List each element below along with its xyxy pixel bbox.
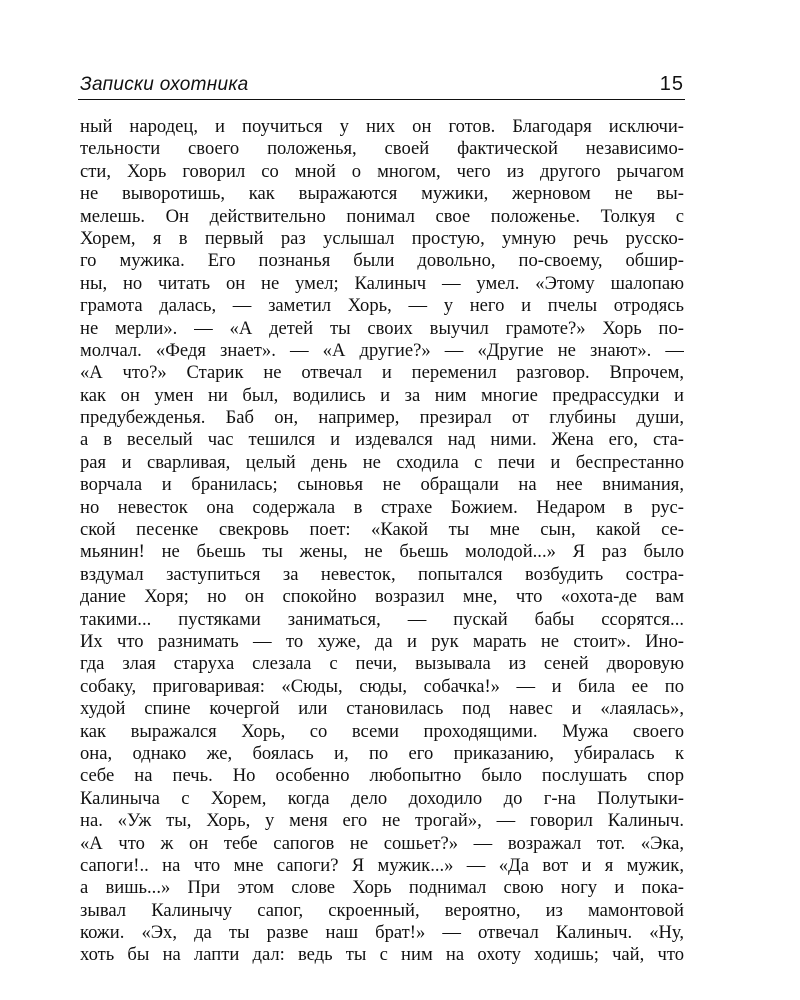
text-line: сти, Хорь говорил со мной о многом, чего из другого рычагом — [80, 160, 684, 182]
running-header — [80, 72, 684, 100]
text-line: такими... пустяками заниматься, — пускай бабы ссорятся... — [80, 608, 684, 630]
text-line: но невесток она содержала в страхе Божием. Недаром в рус- — [80, 496, 684, 518]
text-line: а в веселый час тешился и издевался над ними. Жена его, ста- — [80, 429, 684, 451]
text-line: предубежденья. Баб он, например, презирал от глубины души, — [80, 407, 684, 429]
text-line: рая и сварливая, целый день не сходила с печи и беспрестанно — [80, 451, 684, 473]
text-line: Их что разнимать — то хуже, да и рук марать не стоит». Ино- — [80, 630, 684, 652]
text-line: кожи. «Эх, да ты разве наш брат!» — отвечал Калиныч. «Ну, — [80, 922, 684, 944]
text-line: себе на печь. Но особенно любопытно было послушать спор — [80, 765, 684, 787]
text-line: грамота далась, — заметил Хорь, — у него и пчелы отродясь — [80, 295, 684, 317]
text-line: тельности своего положенья, своей фактической независимо- — [80, 138, 684, 160]
text-line: худой спине кочергой или становилась под навес и «лаялась», — [80, 698, 684, 720]
header-rule — [78, 99, 685, 100]
text-line: мьянин! не бьешь ты жены, не бьешь молодой...» Я раз было — [80, 541, 684, 563]
text-line: сапоги!.. на что мне сапоги? Я мужик...» — «Да вот и я мужик, — [80, 854, 684, 876]
text-line: ный народец, и поучиться у них он готов. Благодаря исключи- — [80, 116, 684, 137]
text-line: молчал. «Федя знает». — «А другие?» — «Другие не знают». — — [80, 339, 684, 361]
text-line: на. «Уж ты, Хорь, у меня его не трогай», — говорил Калиныч. — [80, 810, 684, 832]
text-line: мелешь. Он действительно понимал свое положенье. Толкуя с — [80, 205, 684, 227]
text-line: а вишь...» При этом слове Хорь поднимал свою ногу и пока- — [80, 877, 684, 899]
body-text — [80, 116, 684, 967]
text-line: Калиныча с Хорем, когда дело доходило до г-на Полутыки- — [80, 787, 684, 809]
text-line: ны, но читать он не умел; Калиныч — умел. «Этому шалопаю — [80, 272, 684, 294]
text-line: она, однако же, боялась и, по его приказанию, убиралась к — [80, 742, 684, 764]
text-line: Хорем, я в первый раз услышал простую, умную речь русско- — [80, 227, 684, 249]
text-line: «А что?» Старик не отвечал и переменил разговор. Впрочем, — [80, 362, 684, 384]
text-line: собаку, приговаривая: «Сюды, сюды, собачка!» — и била ее по — [80, 675, 684, 697]
text-line: ской песенке свекровь поет: «Какой ты мне сын, какой се- — [80, 519, 684, 541]
text-line: вздумал заступиться за невесток, попытался возбудить состра- — [80, 563, 684, 585]
text-line: дание Хоря; но он спокойно возразил мне, что «охота-де вам — [80, 586, 684, 608]
text-line: хоть бы на лапти дал: ведь ты с ним на охоту ходишь; чай, что — [80, 944, 684, 966]
text-line: го мужика. Его познанья были довольно, по-своему, обшир- — [80, 250, 684, 272]
text-line: гда злая старуха слезала с печи, вызывала из сеней дворовую — [80, 653, 684, 675]
text-line: «А что ж он тебе сапогов не сошьет?» — возражал тот. «Эка, — [80, 832, 684, 854]
text-line: не мерли». — «А детей ты своих выучил грамоте?» Хорь по- — [80, 317, 684, 339]
text-line: зывал Калинычу сапог, скроенный, вероятно, из мамонтовой — [80, 899, 684, 921]
text-line: не выворотишь, как выражаются мужики, жерновом не вы- — [80, 183, 684, 205]
text-line: как выражался Хорь, со всеми проходящими. Мужа своего — [80, 720, 684, 742]
text-line: как он умен ни был, водились и за ним многие предрассудки и — [80, 384, 684, 406]
running-title: Записки охотника — [80, 74, 249, 95]
text-line: ворчала и бранилась; сыновья не обращали на нее внимания, — [80, 474, 684, 496]
page-number: 15 — [659, 73, 684, 95]
